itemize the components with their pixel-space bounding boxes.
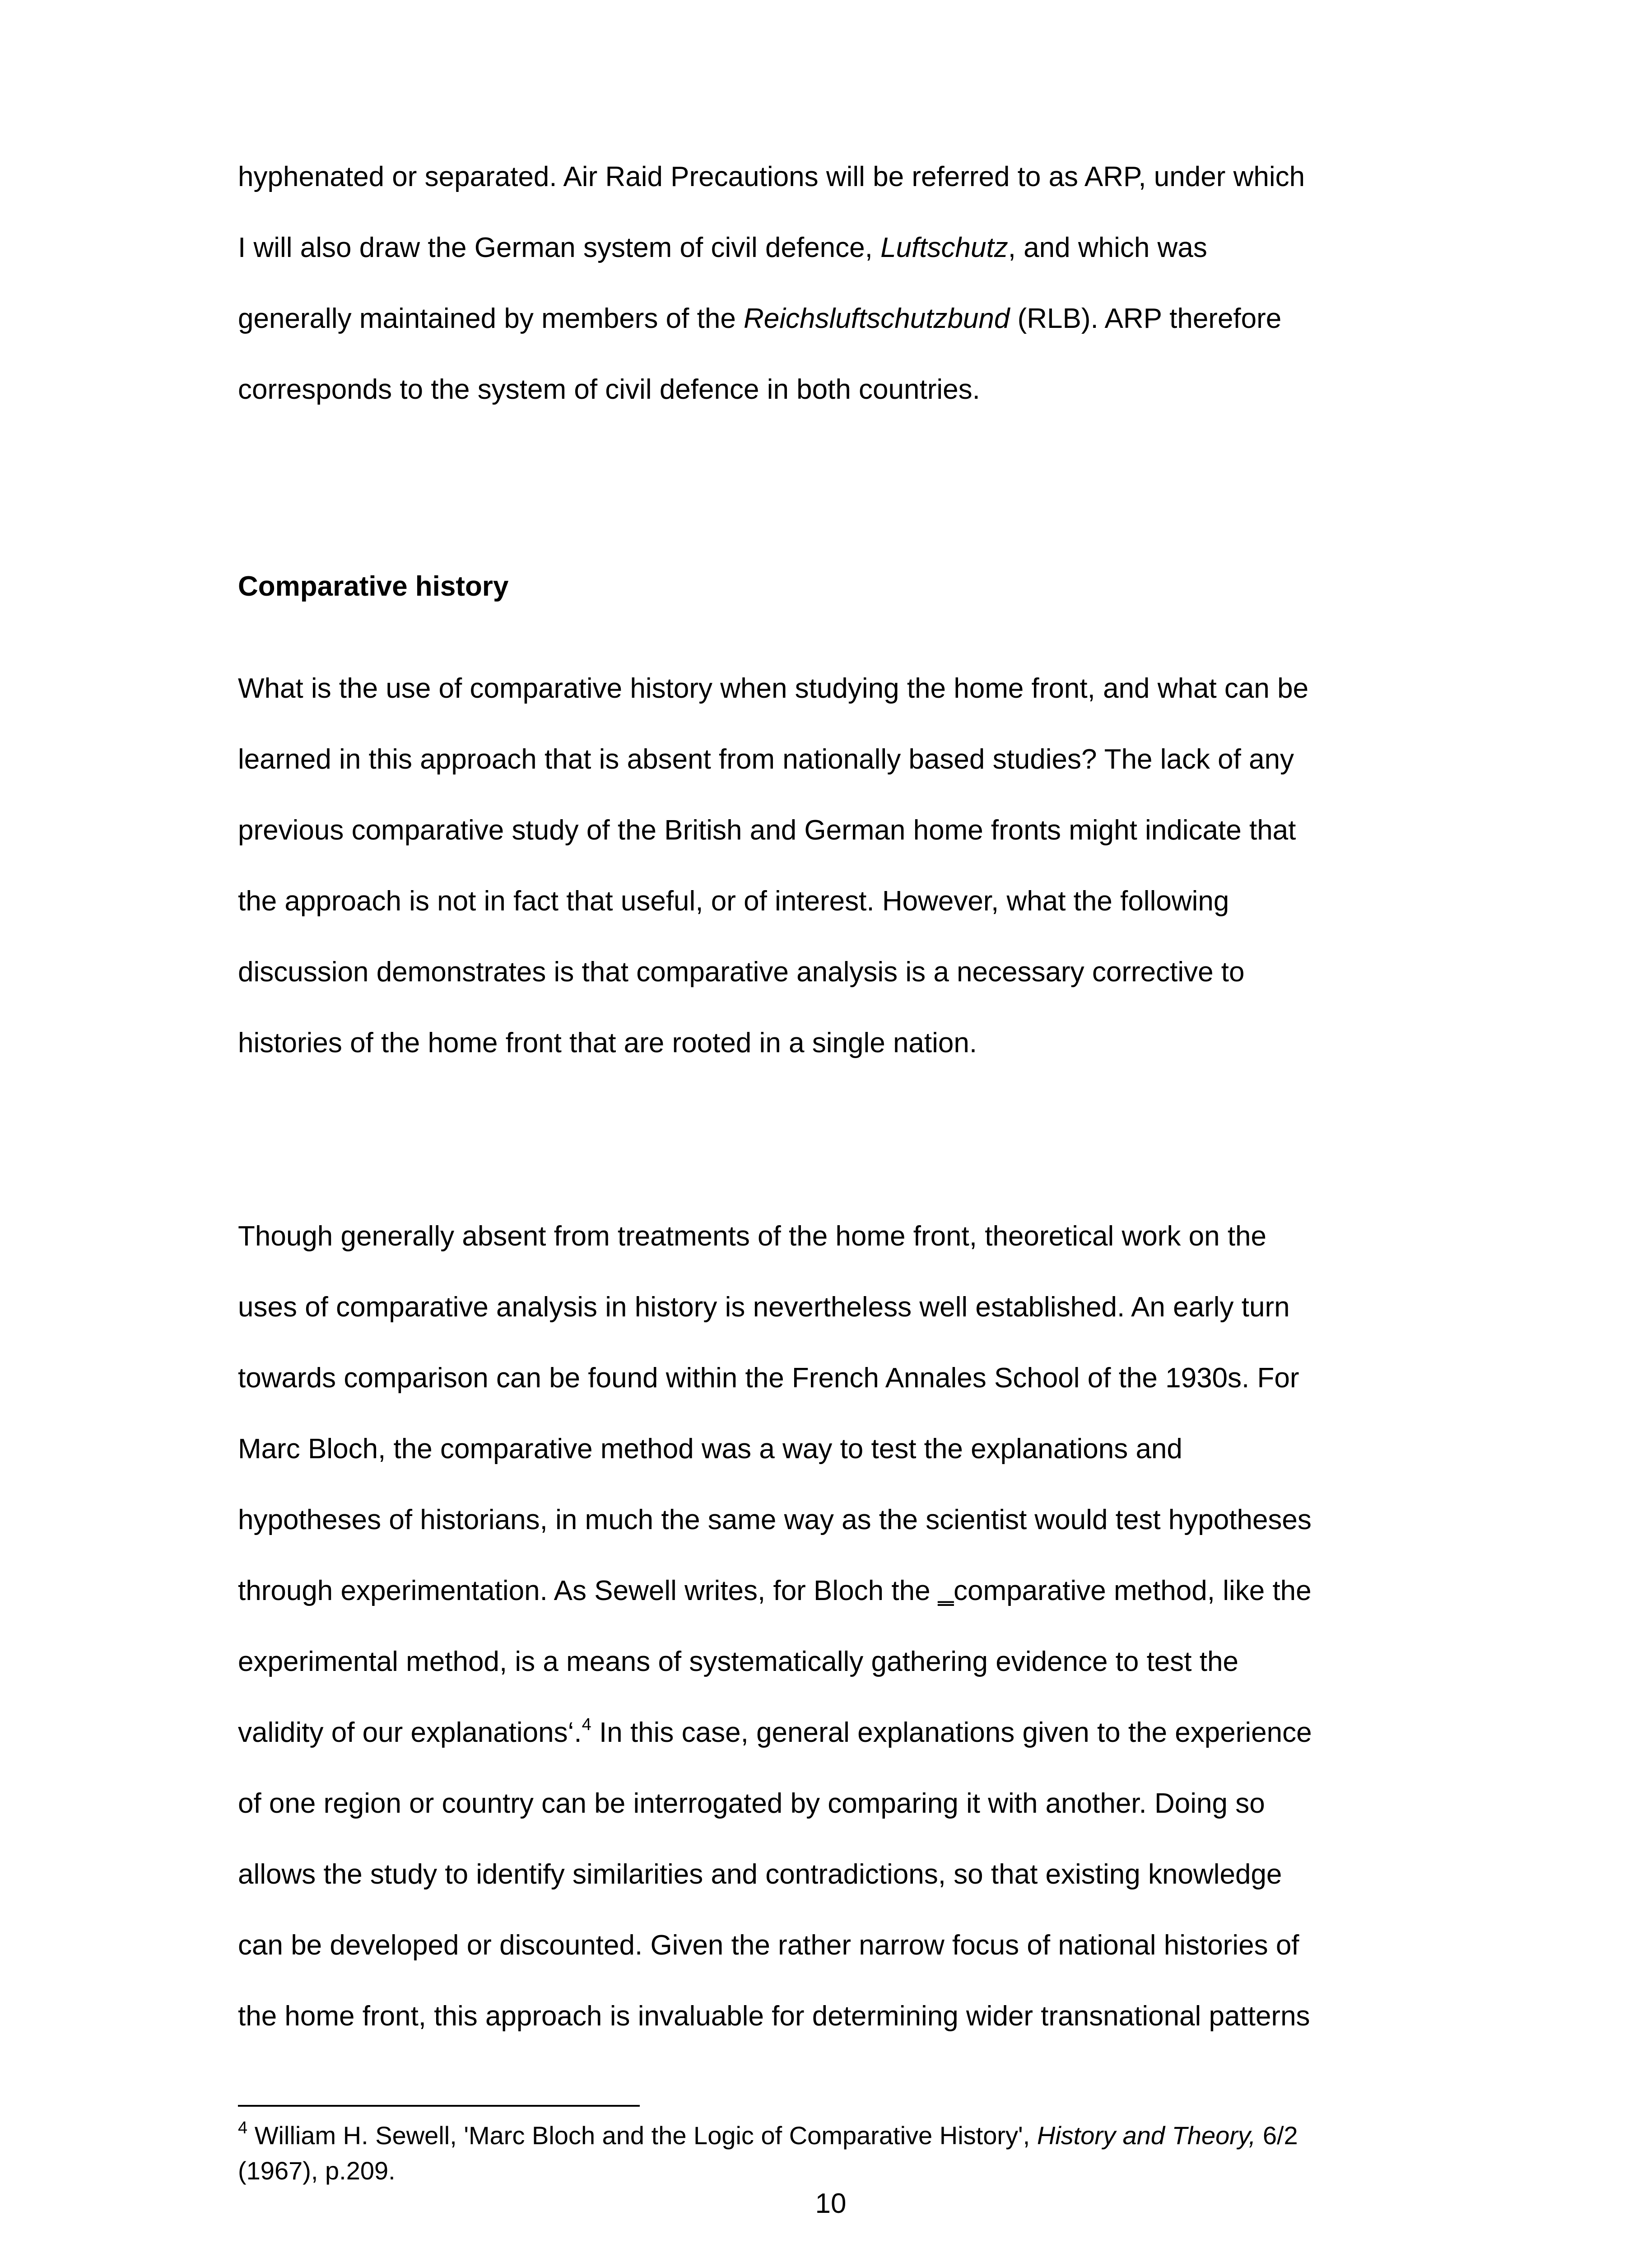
footnote-marker: 4 (238, 2118, 248, 2138)
text-line (238, 2153, 1421, 2188)
text-run: (RLB). ARP therefore (1010, 303, 1282, 334)
text-run: hypotheses of historians, in much the same way as the scientist would test hypotheses (238, 1504, 1312, 1535)
text-run: through experimentation. As Sewell writes, for Bloch the ‗comparative method, like the (238, 1575, 1312, 1606)
text-line (238, 283, 1421, 354)
section-heading (238, 551, 1421, 622)
text-line (238, 1414, 1421, 1484)
text-run: allows the study to identify similarities and contradictions, so that existing knowledge (238, 1859, 1282, 1890)
text-run: William H. Sewell, 'Marc Bloch and the Logic of Comparative History', (247, 2121, 1037, 2150)
text-run: What is the use of comparative history when studying the home front, and what can be (238, 673, 1309, 704)
text-line (238, 937, 1421, 1008)
text-run: 6/2 (1256, 2121, 1298, 2150)
text-run: of one region or country can be interrogated by comparing it with another. Doing so (238, 1788, 1265, 1819)
text-run: previous comparative study of the British and German home fronts might indicate that (238, 815, 1296, 846)
text-line (238, 1910, 1421, 1981)
text-line (238, 1555, 1421, 1626)
text-run: the home front, this approach is invaluable for determining wider transnational patterns (238, 2001, 1310, 2032)
intro-paragraph (238, 141, 1421, 425)
page-number: 10 (815, 2188, 847, 2219)
text-run: generally maintained by members of the (238, 303, 744, 334)
text-run: uses of comparative analysis in history is nevertheless well established. An early turn (238, 1292, 1290, 1323)
text-line (238, 354, 1421, 425)
text-line (238, 2118, 1421, 2153)
text-run: Marc Bloch, the comparative method was a way to test the explanations and (238, 1433, 1182, 1465)
text-run: Though generally absent from treatments of the home front, theoretical work on the (238, 1221, 1267, 1252)
text-line (238, 1768, 1421, 1839)
text-line (238, 1697, 1421, 1768)
text-run: towards comparison can be found within the French Annales School of the 1930s. For (238, 1362, 1299, 1394)
italic-run: Reichsluftschutzbund (744, 303, 1010, 334)
section-heading-text: Comparative history (238, 571, 509, 602)
text-run: the approach is not in fact that useful, or of interest. However, what the following (238, 886, 1229, 917)
text-line (238, 1008, 1421, 1078)
body-paragraph-2 (238, 1201, 1421, 2052)
text-run: histories of the home front that are rooted in a single nation. (238, 1027, 977, 1059)
footnote (238, 2118, 1421, 2188)
text-line (238, 141, 1421, 212)
footnote-separator (238, 2105, 640, 2107)
text-run: discussion demonstrates is that comparative analysis is a necessary corrective to (238, 956, 1245, 988)
text-line (238, 866, 1421, 937)
text-run: , and which was (1008, 232, 1207, 263)
text-line (238, 212, 1421, 283)
italic-run: Luftschutz (880, 232, 1008, 263)
text-run: learned in this approach that is absent from nationally based studies? The lack of any (238, 744, 1294, 775)
text-run: validity of our explanations‘. (238, 1717, 582, 1748)
text-line (238, 1343, 1421, 1414)
body-paragraph-1 (238, 653, 1421, 1078)
text-line (238, 1981, 1421, 2052)
text-line (238, 724, 1421, 795)
text-line (238, 1839, 1421, 1910)
text-line (238, 1484, 1421, 1555)
text-run: hyphenated or separated. Air Raid Precautions will be referred to as ARP, under which (238, 161, 1305, 192)
italic-run: History and Theory, (1037, 2121, 1256, 2150)
text-line (238, 1201, 1421, 1272)
text-run: corresponds to the system of civil defence in both countries. (238, 374, 980, 405)
footnote-marker: 4 (582, 1715, 591, 1735)
text-line (238, 795, 1421, 866)
text-run: can be developed or discounted. Given the rather narrow focus of national histories of (238, 1930, 1299, 1961)
text-run: (1967), p.209. (238, 2156, 396, 2185)
text-run: In this case, general explanations given to the experience (591, 1717, 1312, 1748)
text-line (238, 653, 1421, 724)
text-run: I will also draw the German system of civil defence, (238, 232, 881, 263)
text-run: experimental method, is a means of systematically gathering evidence to test the (238, 1646, 1238, 1677)
text-line (238, 1272, 1421, 1343)
text-line (238, 1626, 1421, 1697)
